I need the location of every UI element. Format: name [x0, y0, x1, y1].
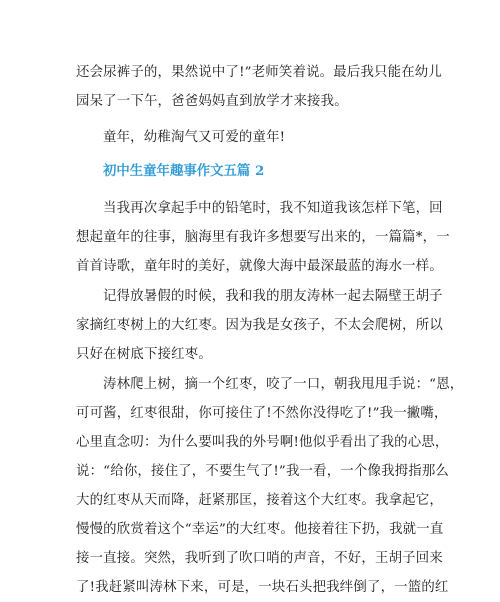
paragraph-line: 只好在树底下接红枣。 — [76, 347, 212, 362]
paragraph-line: 还会尿裤子的，果然说中了!”老师笑着说。最后我只能在幼儿 — [76, 65, 442, 80]
paragraph-4 — [76, 282, 443, 369]
paragraph-line: 记得放暑假的时候，我和我的朋友涛林一起去隔壁王胡子 — [103, 289, 443, 304]
paragraph-line: 了!我赶紧叫涛林下来，可是，一块石头把我绊倒了，一篮的红 — [76, 580, 449, 595]
paragraph-line: 接一直接。突然，我听到了吹口哨的声音，不好，王胡子回来 — [76, 551, 443, 566]
paragraph-line: 慢慢的欣赏着这个“幸运”的大红枣。他接着往下扔，我就一直 — [76, 522, 444, 537]
paragraph-line: 童年，幼稚淘气又可爱的童年! — [103, 130, 286, 145]
paragraph-3 — [76, 194, 450, 281]
paragraph-line: 家摘红枣树上的大红枣。因为我是女孩子，不太会爬树，所以 — [76, 318, 443, 333]
paragraph-5 — [76, 370, 464, 602]
paragraph-line: 大的红枣从天而降，赶紧那匡，接着这个大红枣。我拿起它， — [76, 493, 443, 508]
paragraph-line: 可可酱，红枣很甜，你可接住了!不然你没得吃了!”我一撇嘴， — [76, 406, 448, 421]
section-heading: 初中生童年趣事作文五篇 2 — [103, 163, 265, 179]
paragraph-line: 说：“给你，接住了，不要生气了!”我一看，一个像我拇指那么 — [76, 464, 450, 479]
paragraph-1 — [76, 58, 442, 116]
paragraph-line: 当我再次拿起手中的铅笔时，我不知道我该怎样下笔，回 — [103, 201, 443, 216]
paragraph-line: 首首诗歌，童年时的美好，就像大海中最深最蓝的海水一样。 — [76, 259, 443, 274]
paragraph-line: 想起童年的往事，脑海里有我许多想要写出来的，一篇篇*，一 — [76, 230, 450, 245]
paragraph-2 — [76, 123, 432, 152]
paragraph-line: 涛林爬上树，摘一个红枣，咬了一口，朝我甩甩手说：“恩， — [103, 377, 464, 392]
paragraph-line: 园呆了一下午，爸爸妈妈直到放学才来接我。 — [76, 94, 348, 109]
paragraph-line: 心里直念叨：为什么要叫我的外号啊!他似乎看出了我的心思， — [76, 435, 449, 450]
